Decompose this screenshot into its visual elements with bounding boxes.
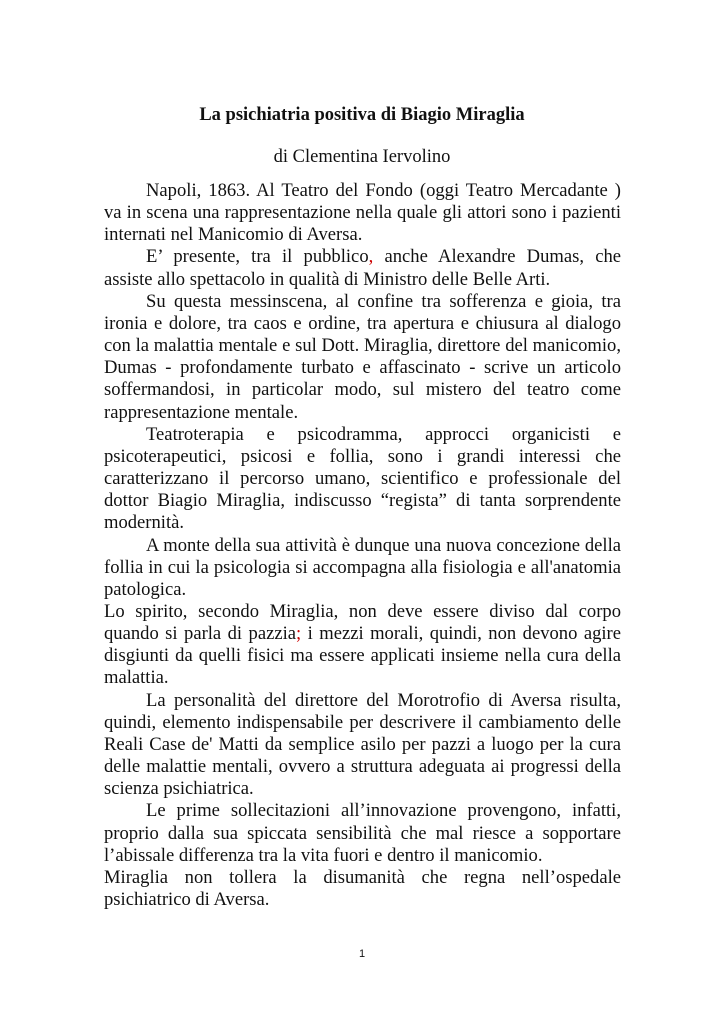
body-paragraph — [104, 601, 621, 690]
paragraph-text: Teatroterapia e psicodramma, approcci organicisti e psicoterapeutici, psicosi e follia, sono i grandi interessi che caratterizzano il percorso umano, scientifico e professionale del dottor Biagio Miraglia, indiscusso “regista” di tanta sorprendente modernità. — [104, 423, 621, 534]
paragraph-text: A monte della sua attività è dunque una nuova concezione della follia in cui la psicologia si accompagna alla fisiologia e all'anatomia patologica. — [104, 534, 621, 600]
body-paragraph — [104, 690, 621, 801]
body-paragraph — [104, 180, 621, 246]
paragraph-text: i mezzi morali, quindi, non devono agire disgiunti da quelli fisici ma essere applicati insieme nella cura della malattia. — [104, 623, 621, 689]
paragraph-text: Napoli, 1863. Al Teatro del Fondo (oggi Teatro Mercadante ) va in scena una rappresentazione nella quale gli attori sono i pazienti internati nel Manicomio di Aversa. — [104, 180, 621, 246]
body-paragraph — [104, 291, 621, 424]
paragraph-text: anche Alexandre Dumas, che assiste allo spettacolo in qualità di Ministro delle Belle Arti. — [104, 246, 622, 290]
paragraph-text: Su questa messinscena, al confine tra sofferenza e gioia, tra ironia e dolore, tra caos e ordine, tra apertura e chiusura al dialogo con la malattia mentale e sul Dott. Miraglia, direttore del manicomio, Dumas - profondamente turbato e affascinato - scrive un articolo soffermandosi, in particolar modo, sul mistero del teatro come rappresentazione mentale. — [104, 290, 621, 423]
accent-text: , — [368, 246, 374, 268]
page-number: 1 — [358, 948, 366, 960]
accent-text: ; — [296, 623, 302, 645]
paragraph-text: La personalità del direttore del Morotrofio di Aversa risulta, quindi, elemento indispensabile per descrivere il cambiamento delle Reali Case de' Matti da semplice asilo per pazzi a luogo per la cura delle malattie mentali, ovvero a struttura adeguata ai progressi della scienza psichiatrica. — [104, 689, 621, 800]
body-paragraph — [104, 800, 621, 866]
paragraph-text: E’ presente, tra il pubblico — [146, 246, 369, 268]
body-paragraph — [104, 424, 621, 535]
paragraph-text: Le prime sollecitazioni all’innovazione provengono, infatti, proprio dalla sua spiccata sensibilità che mal riesce a sopportare l’abissale differenza tra la vita fuori e dentro il manicomio. — [104, 800, 621, 866]
document-title: La psichiatria positiva di Biagio Miraglia — [199, 105, 525, 125]
body-paragraph — [104, 867, 621, 911]
document-body — [104, 180, 621, 911]
document-author: di Clementina Iervolino — [273, 147, 451, 167]
paragraph-text: Lo spirito, secondo Miraglia, non deve essere diviso dal corpo quando si parla di pazzia — [104, 600, 621, 645]
paragraph-text: Miraglia non tollera la disumanità che regna nell’ospedale psichiatrico di Aversa. — [104, 866, 621, 910]
body-paragraph — [104, 246, 621, 290]
body-paragraph — [104, 535, 621, 601]
